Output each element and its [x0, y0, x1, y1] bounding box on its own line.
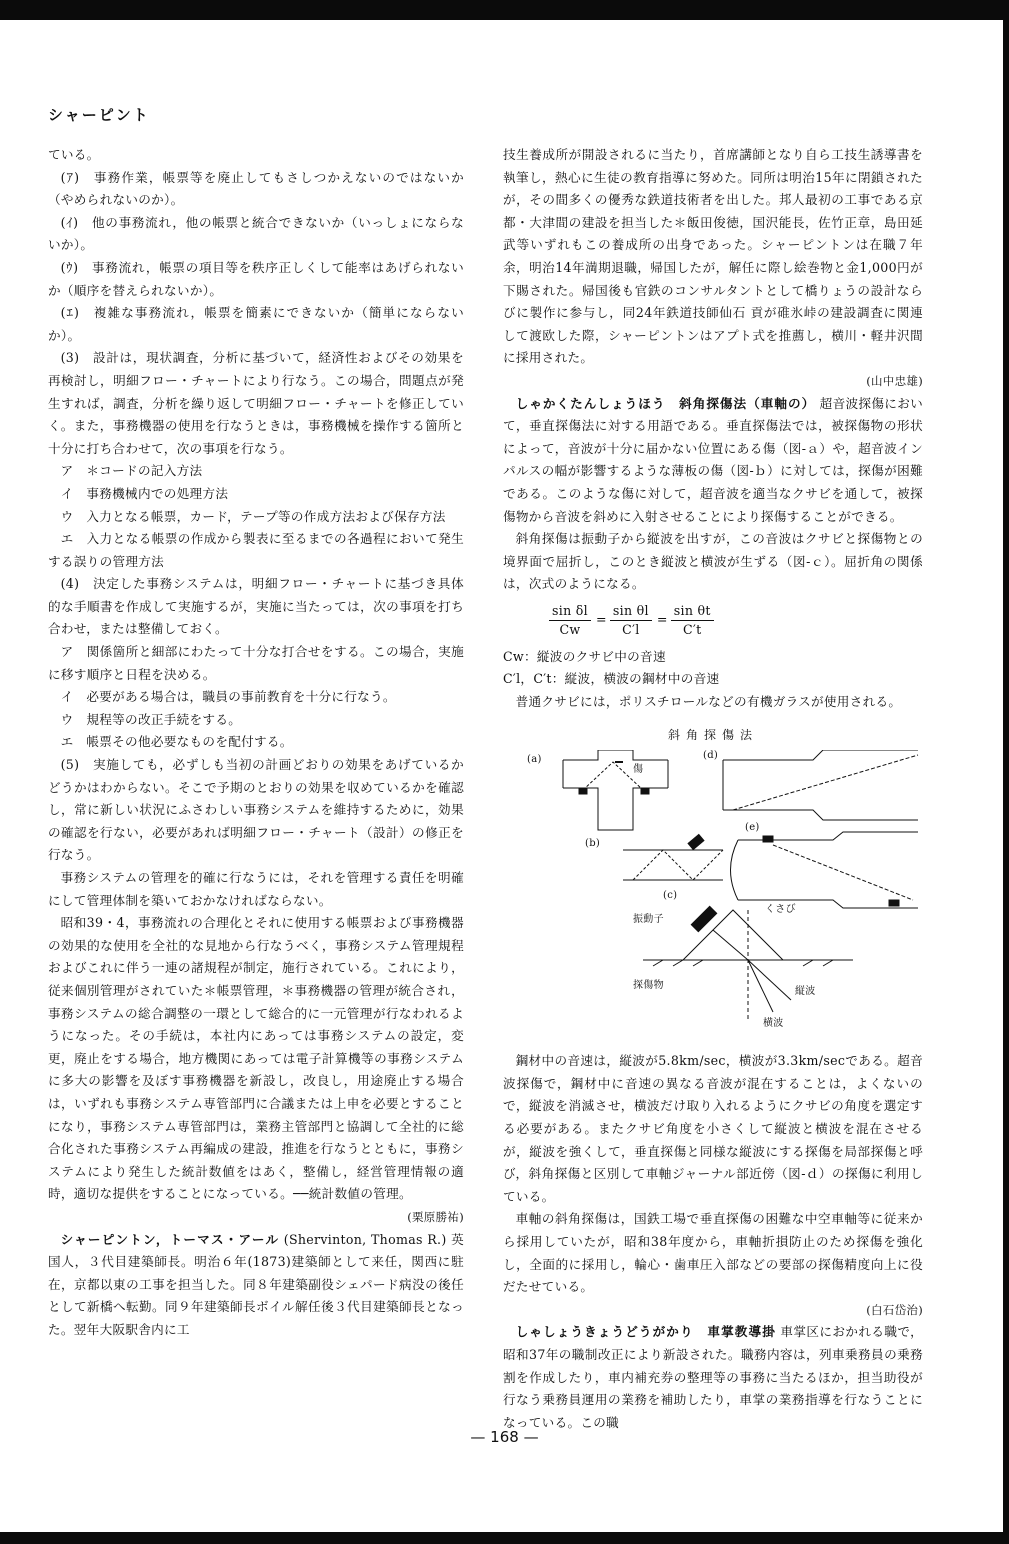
list-item: エ 入力となる帳票の作成から製表に至るまでの各過程において発生する誤りの管理方法 [48, 531, 464, 569]
formula-num: sin θl [610, 602, 652, 621]
paragraph: 鋼材中の音速は，縦波が5.8km/sec，横波が3.3km/secである。超音波探傷で，鋼材中に音速の異なる音波が混在することは，よくないので，縦波を消滅させ，横波だけ取り入れるようにクサビの角度を選定する必要がある。またクサビ角度を小さくして縦波と横波を混在させるが，縦波を強くして，垂直探傷と同様な縦波にする探傷を局部探傷と呼び，斜角探傷と区別して車軸ジャーナル部近傍（図-ｄ）の探傷に利用している。 [503, 1053, 923, 1204]
paragraph: 普通クサビには，ポリスチロールなどの有機ガラスが使用される。 [515, 694, 902, 710]
label-wedge: くさび [765, 904, 796, 916]
list-item: ウ 入力となる帳票，カード，テープ等の作成方法および保存方法 [60, 508, 446, 524]
entry-continued: 技生養成所が開設されるに当たり，首席講師となり自ら工技生誘導書を執筆し，熱心に生徒の教育指導に努めた。同所は明治15年に閉鎖されたが，その間多くの優秀な鉄道技術者を出した。邦人最初の工事である京都・大津間の建設を担当した＊飯田俊徳，国沢能長，佐竹正章，島田延武等いずれもこの養成所の出身であった。シャーピントンは在職７年余，明治14年満期退職，帰国したが，解任に際し絵巻物と金1,000円が下賜された。帰国後も官鉄のコンサルタントとして橋りょうの設計ならびに製作に参与し，同24年鉄道技師仙石 貢が碓氷峠の建設調査に関連して渡欧した際，シャーピントンはアプト式を推薦し，横川・軽井沢間に採用された。 [503, 147, 923, 366]
label-e: (e) [745, 822, 760, 834]
formula-den: C′t [683, 621, 702, 637]
author-signature: (栗原勝祐) [407, 1209, 464, 1224]
entry-body: 英国人，３代目建築師長。明治６年(1873)建築師として来任，関西に駐在，京都以東の工事を担当した。同８年建築副役シェパード病没の後任として新橋へ転勤。同９年建築師長ボイル解任後３代目建築師長となった。翌年大阪駅舎内に工 [48, 1231, 464, 1337]
figure-title: 斜角探傷法 [667, 727, 758, 742]
list-item: (ｳ) 事務流れ，帳票の項目等を秩序正しくして能率はあげられないか（順序を替えられないか）。 [48, 259, 464, 298]
formula-definition: Cw：縦波のクサビ中の音速 [503, 648, 666, 664]
figure-d [723, 750, 918, 820]
running-head: シャーピント [48, 106, 150, 124]
formula-den: Cw [559, 621, 581, 637]
refraction-formula: $\frac{\text{sin δl}}{Cw}$ = $\frac{\text{sin θl}}{C'l}$ = $\frac{\text{sin θt}}{C't}$ [549, 602, 923, 642]
formula-num: sin θt [671, 602, 714, 621]
formula-den: C′l [622, 621, 640, 637]
label-a: (a) [527, 754, 542, 766]
paragraph: (3) 設計は，現状調査，分析に基づいて，経済性およびその効果を再検討し，明細フロー・チャートにより行なう。この場合，問題点が発生すれば，調査，分析を繰り返して明細フロー・チャートを修正していく。また，事務機器の使用を行なうときは，事務機械を操作する箇所と十分に打ち合わせて，次の事項を行なう。 [48, 350, 464, 456]
scan-right-border [1003, 0, 1009, 1544]
label-transverse: 横波 [763, 1018, 784, 1030]
paragraph: ている。 [48, 147, 100, 162]
paragraph: (4) 決定した事務システムは，明細フロー・チャートに基づき具体的な手順書を作成して実施するが，実施に当たっては，次の事項を打ち合わせ，または整備しておく。 [48, 576, 464, 637]
author-signature: (山中忠雄) [866, 373, 923, 388]
paragraph: (5) 実施しても，必ずしも当初の計画どおりの効果をあげているかどうかはわからない。そこで予期のとおりの効果を収めているかを確認し，常に新しい状況にふさわしい事務システムを維持するために，効果の確認を行ない，必要があれば明細フロー・チャート（設計）の修正を行なう。 [48, 757, 464, 863]
entry-title: しゃかくたんしょうほう 斜角探傷法（車軸の） [515, 395, 816, 411]
figure-a [563, 750, 668, 830]
entry-body: 車掌区におかれる職で，昭和37年の職制改正により新設された。職務内容は，列車乗務員の乗務割を作成したり，車内補充券の整理等の事務に当たるほか，担当助役が行なう乗務員運用の業務を補助したり，車掌の業務指導を行なうことになっている。この職 [503, 1324, 923, 1430]
entry-body: 超音波探傷において，垂直探傷法に対する用語である。垂直探傷法では，被探傷物の形状によって，音波が十分に届かない位置にある傷（図-ａ）や，超音波インパルスの幅が影響するような薄板の傷（図-ｂ）に対しては，探傷が困難である。このような傷に対して，超音波を適当なクサビを通して，被探傷物から音波を斜めに入射させることにより探傷することができる。 [503, 395, 924, 524]
figure-drawing [523, 750, 923, 1040]
paragraph: 車軸の斜角探傷は，国鉄工場で垂直探傷の困難な中空車軸等に従来から採用していたが，昭和38年度から，車軸折損防止のため探傷を強化し，全面的に採用し，輪心・歯車圧入部などの要部の探傷精度向上に役だたせている。 [503, 1211, 923, 1295]
label-object: 探傷物 [633, 980, 664, 992]
left-column [48, 144, 464, 1341]
scan-bottom-border [0, 1532, 1009, 1544]
author-signature: (白石岱治) [866, 1302, 923, 1317]
list-item: イ 事務機械内での処理方法 [60, 485, 229, 501]
list-item: エ 帳票その他必要なものを配付する。 [60, 734, 293, 750]
paragraph: 斜角探傷は振動子から縦波を出すが，この音波はクサビと探傷物との境界面で屈折し，このとき縦波と横波が生ずる（図-ｃ）。屈折角の関係は，次式のようになる。 [503, 531, 923, 592]
label-transducer: 振動子 [633, 914, 664, 926]
page-number: — 168 — [470, 1428, 539, 1446]
entry-shakaku [503, 393, 923, 529]
list-item: (ｲ) 他の事務流れ，他の帳票と統合できないか（いっしょにならないか）。 [48, 214, 464, 253]
figure-e [731, 832, 919, 908]
figure-b [623, 835, 723, 881]
formula-num: sin δl [549, 602, 591, 621]
scan-top-border [0, 0, 1009, 20]
list-item: (ｱ) 事務作業，帳票等を廃止してもさしつかえないのではないか（やめられないのか）。 [48, 169, 464, 208]
list-item: ア ＊コードの記入方法 [60, 463, 203, 479]
paragraph: 事務システムの管理を的確に行なうには，それを管理する責任を明確にして管理体制を築いておかなければならない。 [48, 870, 464, 908]
entry-shervinton [48, 1229, 464, 1342]
list-item: イ 必要がある場合は，職員の事前教育を十分に行なう。 [60, 689, 396, 705]
list-item: ウ 規程等の改正手続をする。 [60, 711, 242, 727]
figure-c [643, 907, 853, 1021]
label-c: (c) [663, 890, 678, 902]
angle-beam-figure [523, 750, 923, 1040]
paragraph: 昭和39・4，事務流れの合理化とそれに使用する帳票および事務機器の効果的な使用を全社的な見地から行なうべく，事務システム管理規程およびこれに伴う一連の諸規程が制定，施行されている。これにより，従来個別管理がされていた＊帳票管理，＊事務機器の管理が統合され，事務システムの総合調整の一環として総合的に一元管理が行なわれるようになった。その手続は，本社内にあっては事務システムの設定，変更，廃止をする場合，地方機関にあっては電子計算機等の事務システムに多大の影響を及ぼす事務機器を新設し，改良し，用途廃止する場合は，いずれも事務システム専管部門に合議または上申を必要とすることになり，事務システム専管部門は，業務主管部門と協調して全社的に総合化された事務システム再編成の建設，推進を行なうとともに，事務システムにより発生した統計数値をはあく，整備し，経営管理情報の適時，適切な提供をすることになっている。──統計数値の管理。 [48, 915, 464, 1202]
entry-shasho [503, 1321, 923, 1434]
list-item: ア 関係箇所と細部にわたって十分な打合せをする。この場合，実施に移す順序と日程を決める。 [48, 644, 464, 682]
label-b: (b) [585, 838, 601, 850]
right-column [503, 144, 923, 1434]
entry-roman-name: (Shervinton, Thomas R.) [283, 1231, 447, 1247]
label-flaw: 傷 [633, 764, 644, 776]
formula-definition: C′l，C′t：縦波，横波の鋼材中の音速 [503, 671, 720, 687]
label-longitudinal: 縦波 [795, 986, 816, 998]
entry-title: シャーピントン，トーマス・アール [60, 1231, 280, 1247]
entry-title: しゃしょうきょうどうがかり 車掌教導掛 [515, 1324, 776, 1340]
list-item: (ｴ) 複雑な事務流れ，帳票を簡素にできないか（簡単にならないか）。 [48, 305, 464, 343]
label-d: (d) [703, 750, 719, 762]
